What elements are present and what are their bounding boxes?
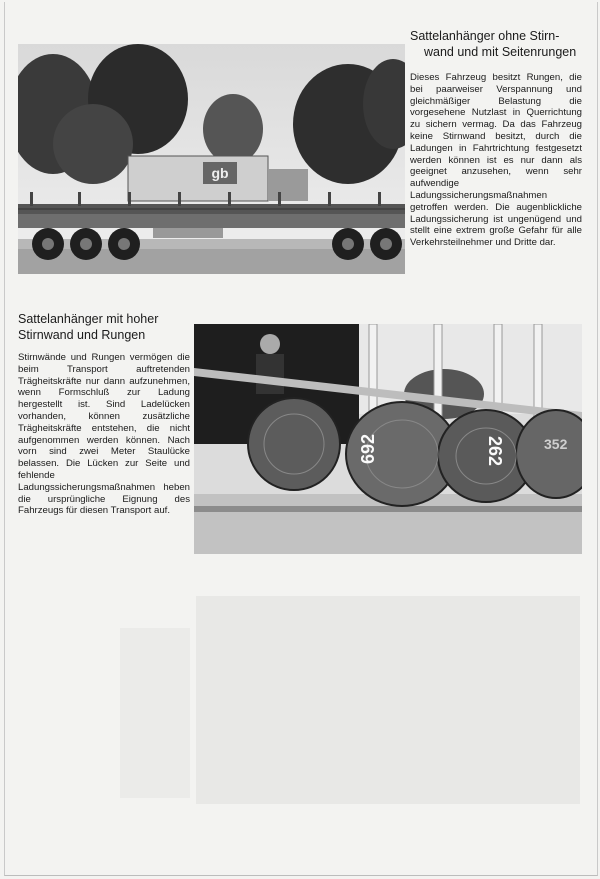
section2-heading [18,311,198,343]
gb-logo: gb [211,165,229,181]
section1-heading-line2: wand und mit Seitenrungen [424,45,577,59]
showthrough-text [120,628,190,798]
section1-heading-line1: Sattelanhänger ohne Stirn- [410,29,560,43]
log-marking-1: 692 [358,433,378,464]
section1-heading [410,28,590,60]
showthrough-image [196,596,580,804]
log-marking-2: 262 [485,436,505,467]
logs-photo [194,324,582,554]
section1-body: Dieses Fahrzeug besitzt Rungen, die bei paarweiser Verspannung und gleichmäßiger Belastung die vorgesehene Nutzlast in Querrichtung zu sichern vermag. Da das Fahrzeug keine Stirnwand besitzt, durch die Ladungen in Fahrtrichtung festgesetzt werden können ist es nur dann als geeignet anzusehen, wenn sehr aufwendige Ladungssicherungsmaßnahmen getroffen werden. Die augenblickliche Ladungssicherung ist ungenügend und stellt eine extrem große Gefahr für alle Verkehrsteilnehmer und Dritte dar. [410,72,582,249]
section2-heading-line1: Sattelanhänger mit hoher [18,312,159,326]
log-marking-3: 352 [544,436,568,452]
truck-photo [18,44,405,274]
section2-heading-line2: Stirnwand und Rungen [18,328,146,342]
section2-body: Stirnwände und Rungen vermögen die beim Transport auftretenden Trägheitskräfte nur dann aufzunehmen, wenn Formschluß zur Ladung hergestellt ist. Sind Ladelücken vorhanden, können zusätzliche Trägheitskräfte entstehen, die nicht aufgenommen werden können. Nach vorn sind zwei Meter Staulücke belassen. Die Lücken zur Seite und fehlende Ladungssicherungsmaßnahmen heben die ursprüngliche Eignung des Fahrzeugs für diesen Transport auf. [18,352,190,517]
